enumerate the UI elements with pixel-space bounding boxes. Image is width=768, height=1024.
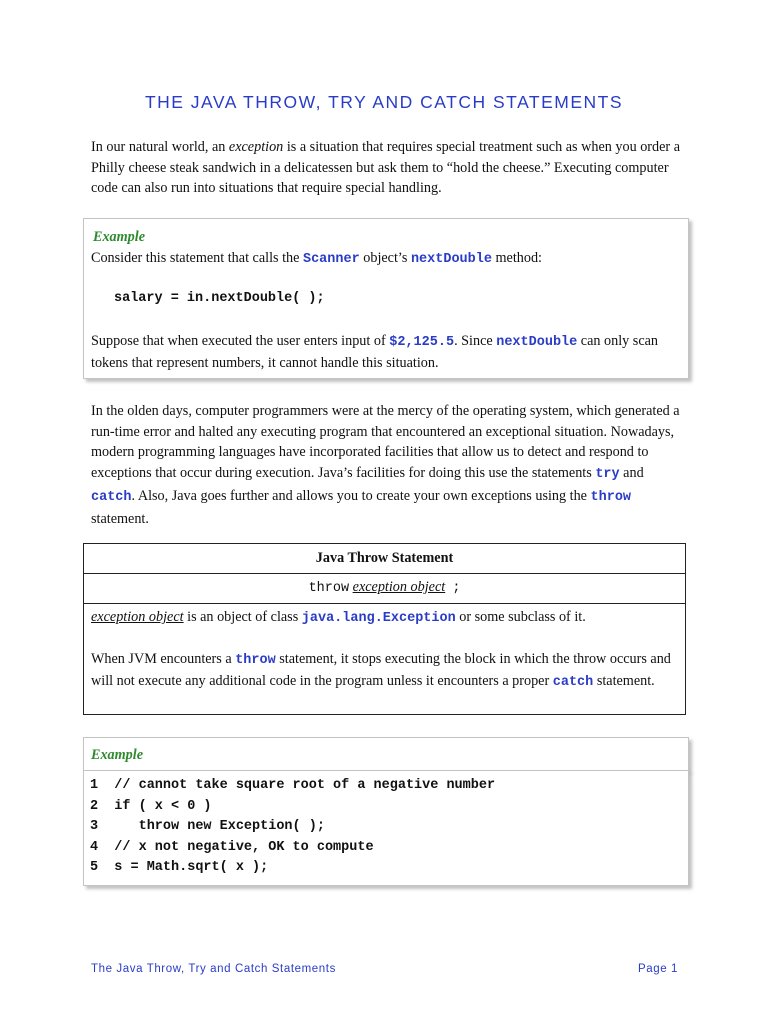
- intro-text-rest: is a situation that requires special treatment such as when you order a Philly cheese steak sandwich in a delicatessen but ask them to “hold the cheese.” Executing computer code can also run into situations that require special handling.: [91, 139, 680, 197]
- code-nextdouble: nextDouble: [496, 335, 578, 350]
- footer-title: The Java Throw, Try and Catch Statements: [91, 963, 336, 975]
- olden-paragraph: [91, 401, 681, 529]
- code-try: try: [595, 467, 620, 483]
- example-text: Suppose that when executed the user enters input of: [91, 333, 390, 349]
- code-line-2: 2 if ( x < 0 ): [90, 799, 212, 814]
- example-text: Consider this statement that calls the: [91, 250, 303, 266]
- code-line-5: 5 s = Math.sqrt( x );: [90, 860, 269, 875]
- desc-text: or some subclass of it.: [455, 609, 586, 625]
- code-catch: catch: [91, 489, 132, 505]
- example-text: object’s: [359, 250, 411, 266]
- code-scanner: Scanner: [302, 252, 360, 267]
- code-catch: catch: [552, 675, 594, 690]
- desc-emphasis: exception object: [91, 609, 184, 625]
- olden-text: In the olden days, computer programmers were at the mercy of the operating system, which generated a run-time error and halted any executing program that encountered an exceptional situation. Nowadays, modern programming languages have incorporated facilities that allow us to detect and respond to exceptions that occur during execution. Java’s facilities for doing this use the statements: [91, 403, 680, 482]
- throw-statement-table: [83, 543, 686, 715]
- example-text: method:: [491, 250, 542, 266]
- example-box-1: [83, 218, 689, 379]
- table-syntax-row: [84, 574, 685, 604]
- table-description: [91, 607, 676, 693]
- code-input-value: $2,125.5: [389, 335, 455, 350]
- example-intro-line: [91, 250, 542, 267]
- description-line-2: [91, 649, 676, 693]
- syntax-object: exception object: [352, 579, 446, 595]
- example-text: . Since: [454, 333, 497, 349]
- code-throw: throw: [235, 653, 276, 668]
- example-label: Example: [93, 229, 146, 245]
- example-statement: salary = in.nextDouble( );: [114, 291, 325, 306]
- table-header-row: [84, 544, 685, 574]
- description-line-1: [91, 607, 676, 629]
- code-line-3: 3 throw new Exception( );: [90, 819, 325, 834]
- desc-text: When JVM encounters a: [91, 651, 236, 667]
- code-throw: throw: [590, 489, 632, 505]
- table-header: Java Throw Statement: [315, 550, 454, 566]
- intro-text: In our natural world, an: [91, 139, 229, 155]
- desc-text: statement, it stops executing the block in which the throw occurs and will not execute any additional code in the program unless it encounters a proper: [91, 651, 671, 689]
- olden-text: statement.: [91, 510, 149, 527]
- page-title: THE JAVA THROW, TRY AND CATCH STATEMENTS: [144, 92, 624, 112]
- example-box-2: [83, 737, 689, 771]
- code-line-4: 4 // x not negative, OK to compute: [90, 840, 374, 855]
- intro-paragraph: [91, 137, 681, 199]
- example-label: Example: [91, 747, 144, 763]
- desc-text: is an object of class: [183, 609, 302, 625]
- intro-emphasis: exception: [228, 139, 284, 155]
- syntax-semicolon: ;: [452, 581, 461, 596]
- example-explanation: [91, 331, 681, 374]
- desc-text: statement.: [593, 673, 655, 689]
- footer-page-number: Page 1: [638, 963, 679, 975]
- code-java-lang-exception: java.lang.Exception: [301, 611, 456, 626]
- example-text: can only scan tokens that represent numbers, it cannot handle this situation.: [91, 333, 659, 371]
- olden-text: . Also, Java goes further and allows you to create your own exceptions using the: [131, 487, 591, 504]
- syntax-keyword: throw: [308, 581, 350, 596]
- code-line-1: 1 // cannot take square root of a negative number: [90, 778, 496, 793]
- syntax-line: [84, 579, 685, 596]
- olden-text: and: [619, 465, 644, 482]
- code-nextdouble: nextDouble: [410, 252, 492, 267]
